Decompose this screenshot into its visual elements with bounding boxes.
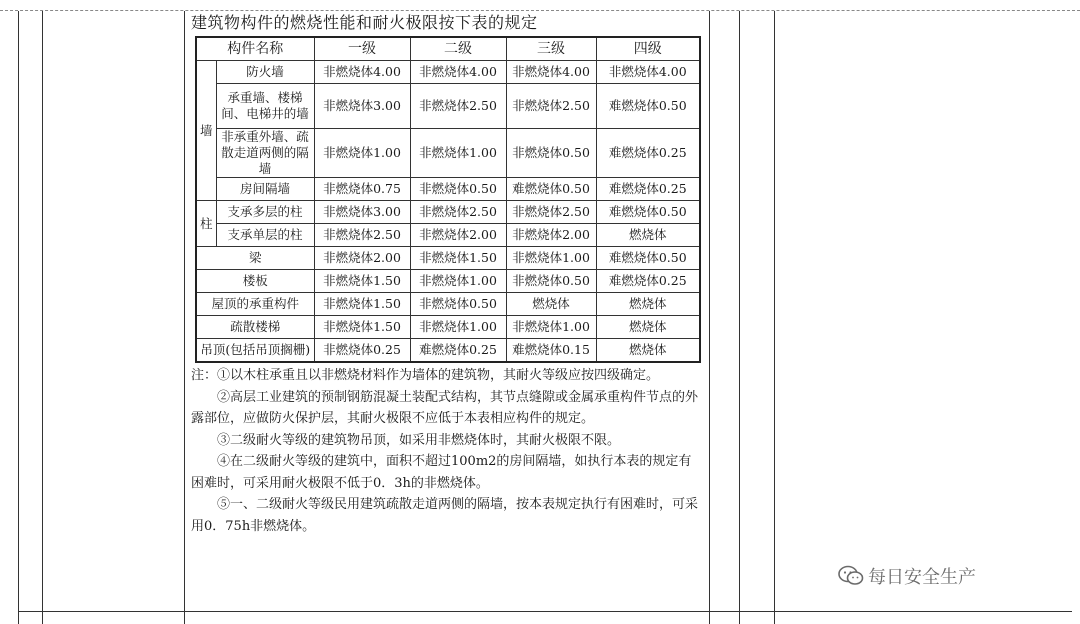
bottom-border bbox=[18, 611, 1072, 612]
table-row bbox=[196, 224, 700, 247]
fire-resistance-table bbox=[195, 36, 701, 363]
table-row bbox=[196, 129, 700, 178]
table-row bbox=[196, 61, 700, 84]
table-row bbox=[196, 84, 700, 129]
document-content bbox=[191, 12, 706, 537]
table-cell: 难燃烧体0.25 bbox=[410, 339, 506, 363]
table-cell: 非燃烧体1.00 bbox=[410, 316, 506, 339]
table-cell: 非燃烧体2.50 bbox=[506, 84, 596, 129]
table-cell: 非燃烧体0.50 bbox=[410, 293, 506, 316]
table-cell: 非燃烧体1.50 bbox=[314, 270, 410, 293]
table-cell: 非燃烧体0.75 bbox=[314, 178, 410, 201]
table-row bbox=[196, 316, 700, 339]
table-cell: 燃烧体 bbox=[596, 224, 700, 247]
table-cell: 难燃烧体0.50 bbox=[506, 178, 596, 201]
component-name: 吊顶(包括吊顶搁栅) bbox=[196, 339, 314, 363]
table-cell: 非燃烧体2.50 bbox=[410, 84, 506, 129]
table-row bbox=[196, 201, 700, 224]
table-cell: 难燃烧体0.50 bbox=[596, 201, 700, 224]
section-heading: 建筑物构件的燃烧性能和耐火极限按下表的规定 bbox=[191, 13, 538, 32]
table-cell: 非燃烧体1.50 bbox=[410, 247, 506, 270]
note-paragraph: ④在二级耐火等级的建筑中，面积不超过100m2的房间隔墙，如执行本表的规定有困难时，可采用耐火极限不低于0．3h的非燃烧体。 bbox=[191, 454, 692, 491]
watermark-text: 每日安全生产 bbox=[868, 567, 976, 588]
table-cell: 非燃烧体2.00 bbox=[314, 247, 410, 270]
table-cell: 非燃烧体1.00 bbox=[410, 129, 506, 178]
table-row bbox=[196, 293, 700, 316]
table-cell: 非燃烧体2.00 bbox=[410, 224, 506, 247]
table-cell: 燃烧体 bbox=[596, 339, 700, 363]
table-cell: 非燃烧体1.50 bbox=[314, 316, 410, 339]
table-header: 一级 bbox=[314, 37, 410, 61]
table-cell: 燃烧体 bbox=[506, 293, 596, 316]
table-cell: 非燃烧体1.50 bbox=[314, 293, 410, 316]
table-cell: 非燃烧体1.00 bbox=[314, 129, 410, 178]
table-header: 三级 bbox=[506, 37, 596, 61]
component-name: 支承多层的柱 bbox=[216, 201, 314, 224]
component-name: 承重墙、楼梯间、电梯井的墙 bbox=[216, 84, 314, 129]
table-cell: 非燃烧体0.50 bbox=[506, 270, 596, 293]
table-notes bbox=[191, 365, 703, 537]
component-name: 支承单层的柱 bbox=[216, 224, 314, 247]
wechat-icon bbox=[838, 565, 864, 587]
table-cell: 非燃烧体3.00 bbox=[314, 201, 410, 224]
table-cell: 非燃烧体4.00 bbox=[410, 61, 506, 84]
column-divider bbox=[774, 11, 775, 624]
table-row bbox=[196, 178, 700, 201]
table-cell: 非燃烧体1.00 bbox=[506, 316, 596, 339]
table-cell: 非燃烧体2.50 bbox=[314, 224, 410, 247]
table-cell: 非燃烧体3.00 bbox=[314, 84, 410, 129]
table-cell: 难燃烧体0.50 bbox=[596, 247, 700, 270]
table-cell: 难燃烧体0.25 bbox=[596, 178, 700, 201]
table-cell: 难燃烧体0.25 bbox=[596, 270, 700, 293]
table-cell: 难燃烧体0.50 bbox=[596, 84, 700, 129]
table-cell: 非燃烧体1.00 bbox=[410, 270, 506, 293]
watermark bbox=[838, 563, 976, 589]
note-paragraph: ③二级耐火等级的建筑物吊顶，如采用非燃烧体时，其耐火极限不限。 bbox=[217, 432, 621, 448]
component-name: 防火墙 bbox=[216, 61, 314, 84]
table-header: 二级 bbox=[410, 37, 506, 61]
table-cell: 非燃烧体4.00 bbox=[314, 61, 410, 84]
component-name: 梁 bbox=[196, 247, 314, 270]
table-cell: 非燃烧体0.50 bbox=[506, 129, 596, 178]
table-cell: 非燃烧体2.50 bbox=[410, 201, 506, 224]
table-row bbox=[196, 247, 700, 270]
column-divider bbox=[42, 11, 43, 624]
table-cell: 非燃烧体0.50 bbox=[410, 178, 506, 201]
table-cell: 非燃烧体2.00 bbox=[506, 224, 596, 247]
component-name: 楼板 bbox=[196, 270, 314, 293]
table-cell: 非燃烧体4.00 bbox=[506, 61, 596, 84]
component-name: 疏散楼梯 bbox=[196, 316, 314, 339]
page-top-border bbox=[0, 10, 1080, 11]
column-divider bbox=[18, 11, 19, 624]
table-header: 四级 bbox=[596, 37, 700, 61]
table-header: 构件名称 bbox=[196, 37, 314, 61]
component-name: 房间隔墙 bbox=[216, 178, 314, 201]
table-cell: 非燃烧体1.00 bbox=[506, 247, 596, 270]
group-label-wall: 墙 bbox=[196, 61, 216, 201]
note-paragraph: ②高层工业建筑的预制钢筋混凝土装配式结构，其节点缝隙或金属承重构件节点的外露部位，应做防火保护层，其耐火极限不应低于本表相应构件的规定。 bbox=[191, 389, 699, 426]
table-cell: 非燃烧体4.00 bbox=[596, 61, 700, 84]
table-cell: 难燃烧体0.25 bbox=[596, 129, 700, 178]
table-row bbox=[196, 339, 700, 363]
table-cell: 非燃烧体0.25 bbox=[314, 339, 410, 363]
column-divider bbox=[739, 11, 740, 624]
note-paragraph: ⑤一、二级耐火等级民用建筑疏散走道两侧的隔墙，按本表规定执行有困难时，可采用0．75h非燃烧体。 bbox=[191, 497, 699, 534]
group-label-column: 柱 bbox=[196, 201, 216, 247]
column-divider bbox=[184, 11, 185, 624]
table-cell: 燃烧体 bbox=[596, 316, 700, 339]
component-name: 非承重外墙、疏散走道两侧的隔墙 bbox=[216, 129, 314, 178]
table-header-row bbox=[196, 37, 700, 61]
component-name: 屋顶的承重构件 bbox=[196, 293, 314, 316]
table-cell: 燃烧体 bbox=[596, 293, 700, 316]
table-cell: 难燃烧体0.15 bbox=[506, 339, 596, 363]
note-paragraph: 注：①以木柱承重且以非燃烧材料作为墙体的建筑物，其耐火等级应按四级确定。 bbox=[191, 368, 660, 383]
table-cell: 非燃烧体2.50 bbox=[506, 201, 596, 224]
column-divider bbox=[709, 11, 710, 624]
table-row bbox=[196, 270, 700, 293]
